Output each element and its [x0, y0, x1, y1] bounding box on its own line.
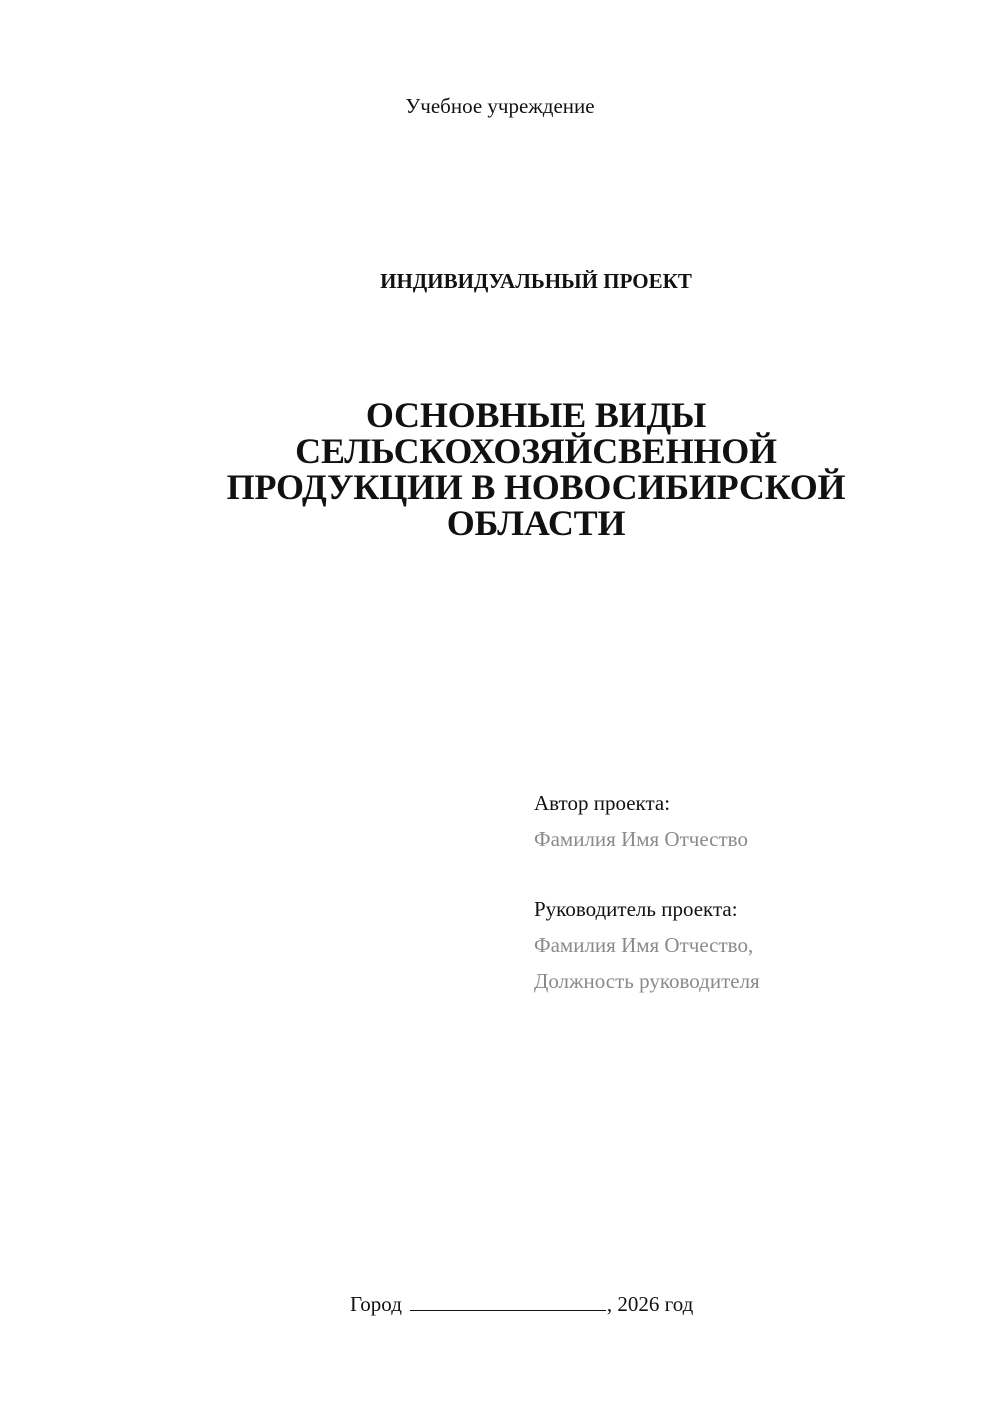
- author-label: Автор проекта:: [534, 791, 671, 815]
- project-title-line: СЕЛЬСКОХОЗЯЙСВЕННОЙ: [295, 431, 777, 471]
- city-blank-line: [410, 1290, 606, 1311]
- supervisor-block: [534, 891, 760, 999]
- author-name-placeholder: Фамилия Имя Отчество: [534, 827, 748, 851]
- supervisor-label: Руководитель проекта:: [534, 897, 738, 921]
- city-label: Город: [350, 1292, 402, 1316]
- year-text: , 2026 год: [606, 1292, 694, 1316]
- supervisor-name-placeholder: Фамилия Имя Отчество,: [534, 933, 754, 957]
- project-title-line: ОСНОВНЫЕ ВИДЫ: [365, 395, 707, 435]
- project-title-line: ПРОДУКЦИИ В НОВОСИБИРСКОЙ: [226, 467, 846, 507]
- project-type-heading: ИНДИВИДУАЛЬНЫЙ ПРОЕКТ: [380, 269, 692, 293]
- project-title: [170, 397, 902, 541]
- author-block: [534, 785, 748, 857]
- project-title-line: ОБЛАСТИ: [446, 503, 626, 543]
- supervisor-position-placeholder: Должность руководителя: [534, 969, 760, 993]
- institution-name: Учебное учреждение: [405, 94, 595, 118]
